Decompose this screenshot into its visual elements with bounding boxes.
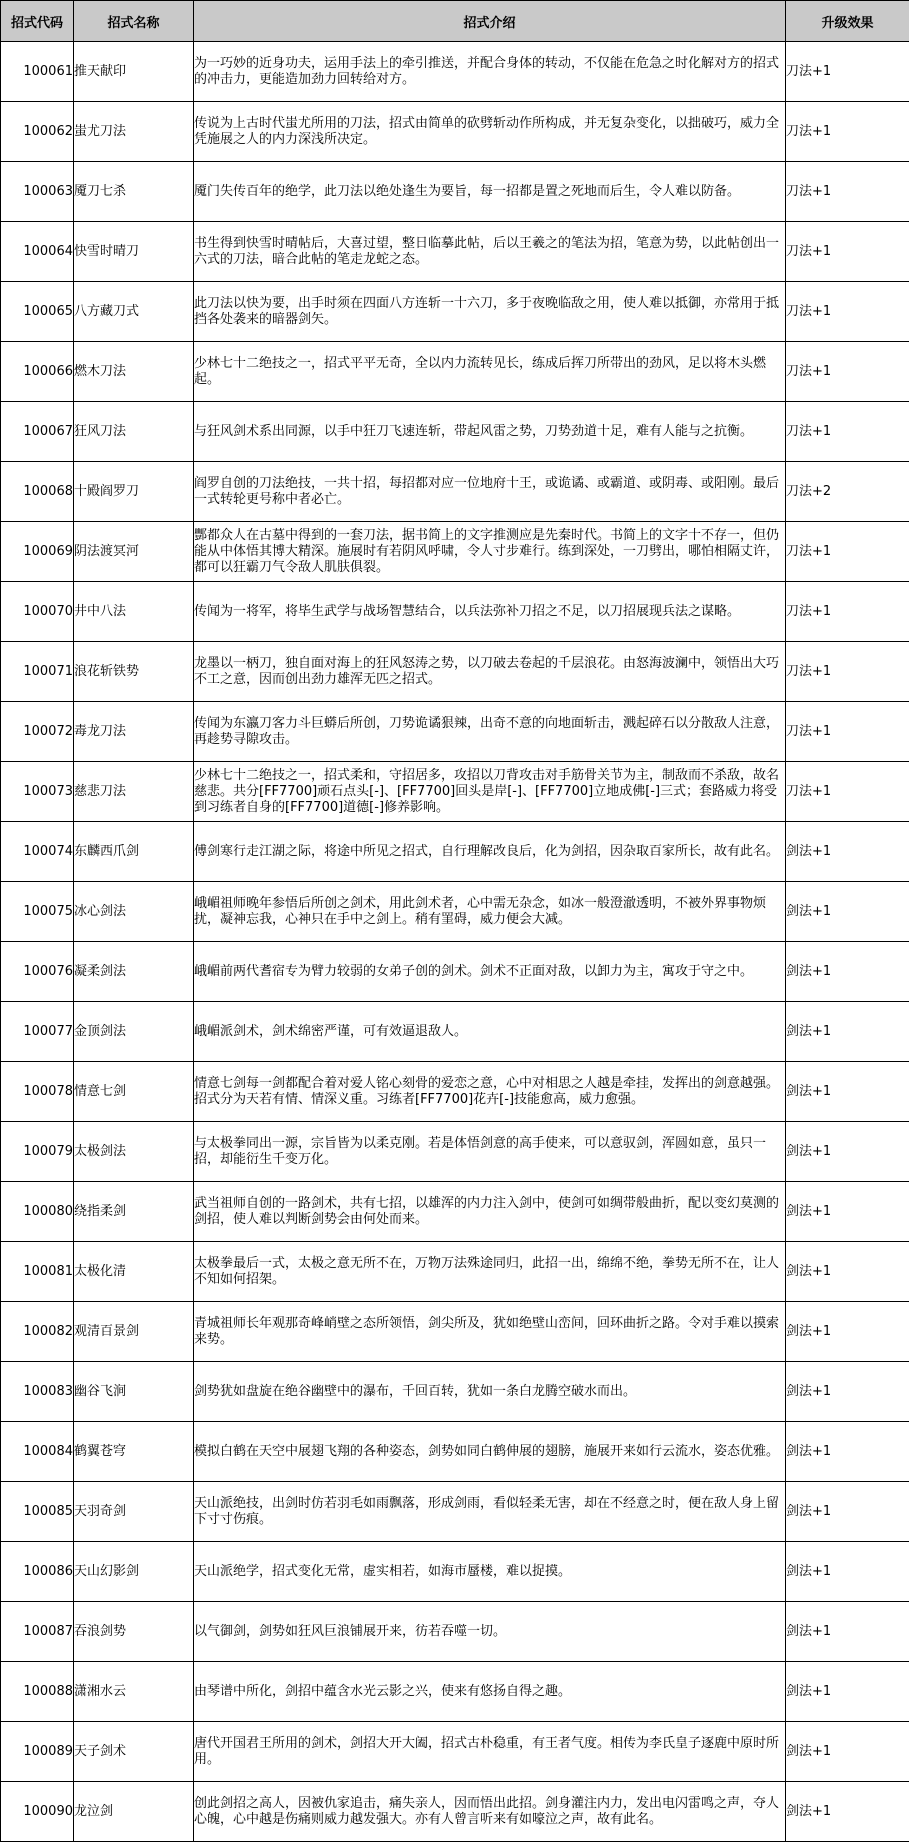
cell-code: 100073 [1, 762, 74, 822]
cell-name: 太极化清 [74, 1242, 194, 1302]
cell-code: 100085 [1, 1482, 74, 1542]
table-row [1, 882, 909, 942]
cell-effect: 剑法+1 [786, 1182, 909, 1242]
table-row [1, 162, 909, 222]
cell-name: 魇刀七杀 [74, 162, 194, 222]
cell-code: 100077 [1, 1002, 74, 1062]
cell-code: 100069 [1, 522, 74, 582]
cell-desc: 书生得到快雪时晴帖后，大喜过望，整日临摹此帖，后以王羲之的笔法为招，笔意为势，以此帖创出一六式的刀法，暗合此帖的笔走龙蛇之态。 [194, 222, 786, 282]
cell-code: 100084 [1, 1422, 74, 1482]
table-row [1, 1722, 909, 1782]
table-row [1, 1062, 909, 1122]
cell-name: 幽谷飞涧 [74, 1362, 194, 1422]
cell-code: 100067 [1, 402, 74, 462]
table-row [1, 1122, 909, 1182]
cell-code: 100072 [1, 702, 74, 762]
cell-code: 100082 [1, 1302, 74, 1362]
cell-code: 100066 [1, 342, 74, 402]
cell-name: 观清百景剑 [74, 1302, 194, 1362]
cell-name: 天山幻影剑 [74, 1542, 194, 1602]
cell-code: 100076 [1, 942, 74, 1002]
cell-code: 100063 [1, 162, 74, 222]
cell-desc: 模拟白鹤在天空中展翅飞翔的各种姿态，剑势如同白鹤伸展的翅膀，施展开来如行云流水，姿态优雅。 [194, 1422, 786, 1482]
cell-name: 快雪时晴刀 [74, 222, 194, 282]
cell-name: 井中八法 [74, 582, 194, 642]
cell-name: 天羽奇剑 [74, 1482, 194, 1542]
cell-desc: 传说为上古时代蚩尤所用的刀法，招式由简单的砍劈斩动作所构成，并无复杂变化，以拙破巧，威力全凭施展之人的内力深浅所决定。 [194, 102, 786, 162]
cell-effect: 刀法+1 [786, 282, 909, 342]
cell-desc: 创此剑招之高人，因被仇家追击，痛失亲人，因而悟出此招。剑身灌注内力，发出电闪雷鸣之声，夺人心魄，心中越是伤痛则威力越发强大。亦有人曾言听来有如嚎泣之声，故有此名。 [194, 1782, 786, 1842]
cell-effect: 剑法+1 [786, 1782, 909, 1842]
cell-name: 凝柔剑法 [74, 942, 194, 1002]
cell-effect: 刀法+1 [786, 402, 909, 462]
cell-desc: 峨嵋前两代耆宿专为臂力较弱的女弟子创的剑术。剑术不正面对敌，以卸力为主，寓攻于守之中。 [194, 942, 786, 1002]
cell-effect: 剑法+1 [786, 942, 909, 1002]
cell-effect: 剑法+1 [786, 1722, 909, 1782]
cell-code: 100090 [1, 1782, 74, 1842]
cell-effect: 剑法+1 [786, 1422, 909, 1482]
cell-code: 100086 [1, 1542, 74, 1602]
cell-desc: 酆都众人在古墓中得到的一套刀法，据书简上的文字推测应是先秦时代。书简上的文字十不存一，但仍能从中体悟其博大精深。施展时有若阴风呼啸，令人寸步难行。练到深处，一刀劈出，哪怕相隔丈许，都可以狂霸刀气令敌人肌肤俱裂。 [194, 522, 786, 582]
table-row [1, 1302, 909, 1362]
cell-name: 毒龙刀法 [74, 702, 194, 762]
table-row [1, 1782, 909, 1842]
cell-desc: 为一巧妙的近身功夫，运用手法上的牵引推送，并配合身体的转动，不仅能在危急之时化解对方的招式的冲击力，更能造加劲力回转给对方。 [194, 42, 786, 102]
cell-desc: 龙墨以一柄刀，独自面对海上的狂风怒涛之势，以刀破去卷起的千层浪花。由怒海波澜中，领悟出大巧不工之意，因而创出劲力雄浑无匹之招式。 [194, 642, 786, 702]
cell-desc: 太极拳最后一式，太极之意无所不在，万物万法殊途同归，此招一出，绵绵不绝，拳势无所不在，让人不知如何招架。 [194, 1242, 786, 1302]
cell-name: 吞浪剑势 [74, 1602, 194, 1662]
table-row [1, 942, 909, 1002]
cell-desc: 武当祖师自创的一路剑术，共有七招，以雄浑的内力注入剑中，使剑可如绸带般曲折，配以变幻莫测的剑招，使人难以判断剑势会由何处而来。 [194, 1182, 786, 1242]
cell-name: 十殿阎罗刀 [74, 462, 194, 522]
cell-desc: 傅剑寒行走江湖之际，将途中所见之招式，自行理解改良后，化为剑招，因杂取百家所长，故有此名。 [194, 822, 786, 882]
cell-desc: 由琴谱中所化，剑招中蕴含水光云影之兴，使来有悠扬自得之趣。 [194, 1662, 786, 1722]
cell-desc: 剑势犹如盘旋在绝谷幽壁中的瀑布，千回百转，犹如一条白龙腾空破水而出。 [194, 1362, 786, 1422]
cell-desc: 此刀法以快为要，出手时须在四面八方连斩一十六刀，多于夜晚临敌之用，使人难以抵御，亦常用于抵挡各处袭来的暗器剑矢。 [194, 282, 786, 342]
table-row [1, 1422, 909, 1482]
cell-code: 100081 [1, 1242, 74, 1302]
table-row [1, 342, 909, 402]
cell-code: 100083 [1, 1362, 74, 1422]
cell-effect: 刀法+1 [786, 102, 909, 162]
cell-code: 100089 [1, 1722, 74, 1782]
cell-effect: 剑法+1 [786, 1542, 909, 1602]
table-row [1, 1182, 909, 1242]
header-effect: 升级效果 [786, 1, 909, 42]
cell-name: 绕指柔剑 [74, 1182, 194, 1242]
cell-code: 100087 [1, 1602, 74, 1662]
cell-name: 狂风刀法 [74, 402, 194, 462]
cell-code: 100079 [1, 1122, 74, 1182]
cell-effect: 刀法+1 [786, 42, 909, 102]
table-row [1, 822, 909, 882]
cell-code: 100064 [1, 222, 74, 282]
cell-name: 八方藏刀式 [74, 282, 194, 342]
cell-effect: 剑法+1 [786, 1662, 909, 1722]
table-row [1, 1542, 909, 1602]
cell-desc: 魇门失传百年的绝学，此刀法以绝处逢生为要旨，每一招都是置之死地而后生，令人难以防备。 [194, 162, 786, 222]
cell-effect: 剑法+1 [786, 1362, 909, 1422]
cell-code: 100078 [1, 1062, 74, 1122]
cell-desc: 传闻为东瀛刀客力斗巨蟒后所创，刀势诡谲狠辣，出奇不意的向地面斩击，溅起碎石以分散敌人注意，再趁势寻隙攻击。 [194, 702, 786, 762]
cell-name: 蚩尤刀法 [74, 102, 194, 162]
cell-effect: 刀法+1 [786, 522, 909, 582]
cell-desc: 与太极拳同出一源，宗旨皆为以柔克刚。若是体悟剑意的高手使来，可以意驭剑，浑圆如意，虽只一招，却能衍生千变万化。 [194, 1122, 786, 1182]
cell-effect: 刀法+1 [786, 762, 909, 822]
cell-effect: 刀法+1 [786, 582, 909, 642]
table-row [1, 102, 909, 162]
table-row [1, 282, 909, 342]
cell-desc: 情意七剑每一剑都配合着对爱人铭心刻骨的爱恋之意，心中对相思之人越是牵挂，发挥出的剑意越强。招式分为天若有情、情深义重。习练者[FF7700]花卉[-]技能愈高，威力愈强。 [194, 1062, 786, 1122]
cell-effect: 刀法+2 [786, 462, 909, 522]
cell-desc: 峨嵋派剑术，剑术绵密严谨，可有效逼退敌人。 [194, 1002, 786, 1062]
cell-desc: 唐代开国君王所用的剑术，剑招大开大阖，招式古朴稳重，有王者气度。相传为李氏皇子逐鹿中原时所用。 [194, 1722, 786, 1782]
cell-name: 潇湘水云 [74, 1662, 194, 1722]
table-row [1, 1602, 909, 1662]
header-desc: 招式介绍 [194, 1, 786, 42]
cell-desc: 少林七十二绝技之一，招式平平无奇，全以内力流转见长，练成后挥刀所带出的劲风，足以将木头燃起。 [194, 342, 786, 402]
header-code: 招式代码 [1, 1, 74, 42]
cell-name: 情意七剑 [74, 1062, 194, 1122]
cell-effect: 刀法+1 [786, 702, 909, 762]
table-row [1, 1002, 909, 1062]
cell-effect: 剑法+1 [786, 1062, 909, 1122]
cell-desc: 青城祖师长年观那奇峰峭壁之态所领悟，剑尖所及，犹如绝壁山峦间，回环曲折之路。令对手难以摸索来势。 [194, 1302, 786, 1362]
table-row [1, 582, 909, 642]
table-row [1, 42, 909, 102]
cell-effect: 刀法+1 [786, 162, 909, 222]
cell-name: 金顶剑法 [74, 1002, 194, 1062]
cell-effect: 剑法+1 [786, 1302, 909, 1362]
table-row [1, 762, 909, 822]
cell-effect: 剑法+1 [786, 1602, 909, 1662]
cell-effect: 剑法+1 [786, 1242, 909, 1302]
cell-code: 100088 [1, 1662, 74, 1722]
cell-code: 100074 [1, 822, 74, 882]
cell-code: 100068 [1, 462, 74, 522]
cell-desc: 天山派绝技，出剑时仿若羽毛如雨飘落，形成剑雨，看似轻柔无害，却在不经意之时，便在敌人身上留下寸寸伤痕。 [194, 1482, 786, 1542]
cell-effect: 剑法+1 [786, 882, 909, 942]
cell-code: 100062 [1, 102, 74, 162]
cell-name: 浪花斩铁势 [74, 642, 194, 702]
table-row [1, 522, 909, 582]
table-row [1, 702, 909, 762]
cell-desc: 传闻为一将军，将毕生武学与战场智慧结合，以兵法弥补刀招之不足，以刀招展现兵法之谋略。 [194, 582, 786, 642]
cell-desc: 少林七十二绝技之一，招式柔和，守招居多，攻招以刀背攻击对手筋骨关节为主，制敌而不杀敌，故名慈悲。共分[FF7700]顽石点头[-]、[FF7700]回头是岸[-]、[FF7700]立地成佛[-]三式；套路威力将受到习练者自身的[FF7700]道德[-]修养影响。 [194, 762, 786, 822]
cell-code: 100061 [1, 42, 74, 102]
cell-code: 100071 [1, 642, 74, 702]
cell-name: 推天献印 [74, 42, 194, 102]
table-row [1, 1662, 909, 1722]
table-row [1, 642, 909, 702]
header-name: 招式名称 [74, 1, 194, 42]
table-row [1, 1362, 909, 1422]
cell-effect: 刀法+1 [786, 642, 909, 702]
cell-effect: 剑法+1 [786, 1482, 909, 1542]
cell-effect: 剑法+1 [786, 1002, 909, 1062]
cell-name: 慈悲刀法 [74, 762, 194, 822]
table-row [1, 462, 909, 522]
table-row [1, 222, 909, 282]
cell-name: 东麟西爪剑 [74, 822, 194, 882]
cell-name: 天子剑术 [74, 1722, 194, 1782]
cell-name: 冰心剑法 [74, 882, 194, 942]
cell-effect: 刀法+1 [786, 222, 909, 282]
cell-name: 太极剑法 [74, 1122, 194, 1182]
cell-desc: 与狂风剑术系出同源，以手中狂刀飞速连斩，带起风雷之势，刀势劲道十足，难有人能与之抗衡。 [194, 402, 786, 462]
header-row [1, 1, 909, 42]
cell-name: 燃木刀法 [74, 342, 194, 402]
cell-desc: 峨嵋祖师晚年参悟后所创之剑术，用此剑术者，心中需无杂念，如冰一般澄澈透明，不被外界事物烦扰，凝神忘我，心神只在手中之剑上。稍有罣碍，威力便会大减。 [194, 882, 786, 942]
cell-code: 100070 [1, 582, 74, 642]
cell-name: 阴法渡冥河 [74, 522, 194, 582]
cell-desc: 以气御剑，剑势如狂风巨浪铺展开来，彷若吞噬一切。 [194, 1602, 786, 1662]
cell-effect: 剑法+1 [786, 1122, 909, 1182]
cell-code: 100075 [1, 882, 74, 942]
table-row [1, 1242, 909, 1302]
cell-desc: 阎罗自创的刀法绝技，一共十招，每招都对应一位地府十王，或诡谲、或霸道、或阴毒、或阳刚。最后一式转轮更号称中者必亡。 [194, 462, 786, 522]
cell-code: 100080 [1, 1182, 74, 1242]
cell-effect: 刀法+1 [786, 342, 909, 402]
cell-code: 100065 [1, 282, 74, 342]
table-row [1, 402, 909, 462]
cell-desc: 天山派绝学，招式变化无常，虚实相若，如海市蜃楼，难以捉摸。 [194, 1542, 786, 1602]
cell-name: 龙泣剑 [74, 1782, 194, 1842]
table-row [1, 1482, 909, 1542]
cell-effect: 剑法+1 [786, 822, 909, 882]
cell-name: 鹤翼苍穹 [74, 1422, 194, 1482]
